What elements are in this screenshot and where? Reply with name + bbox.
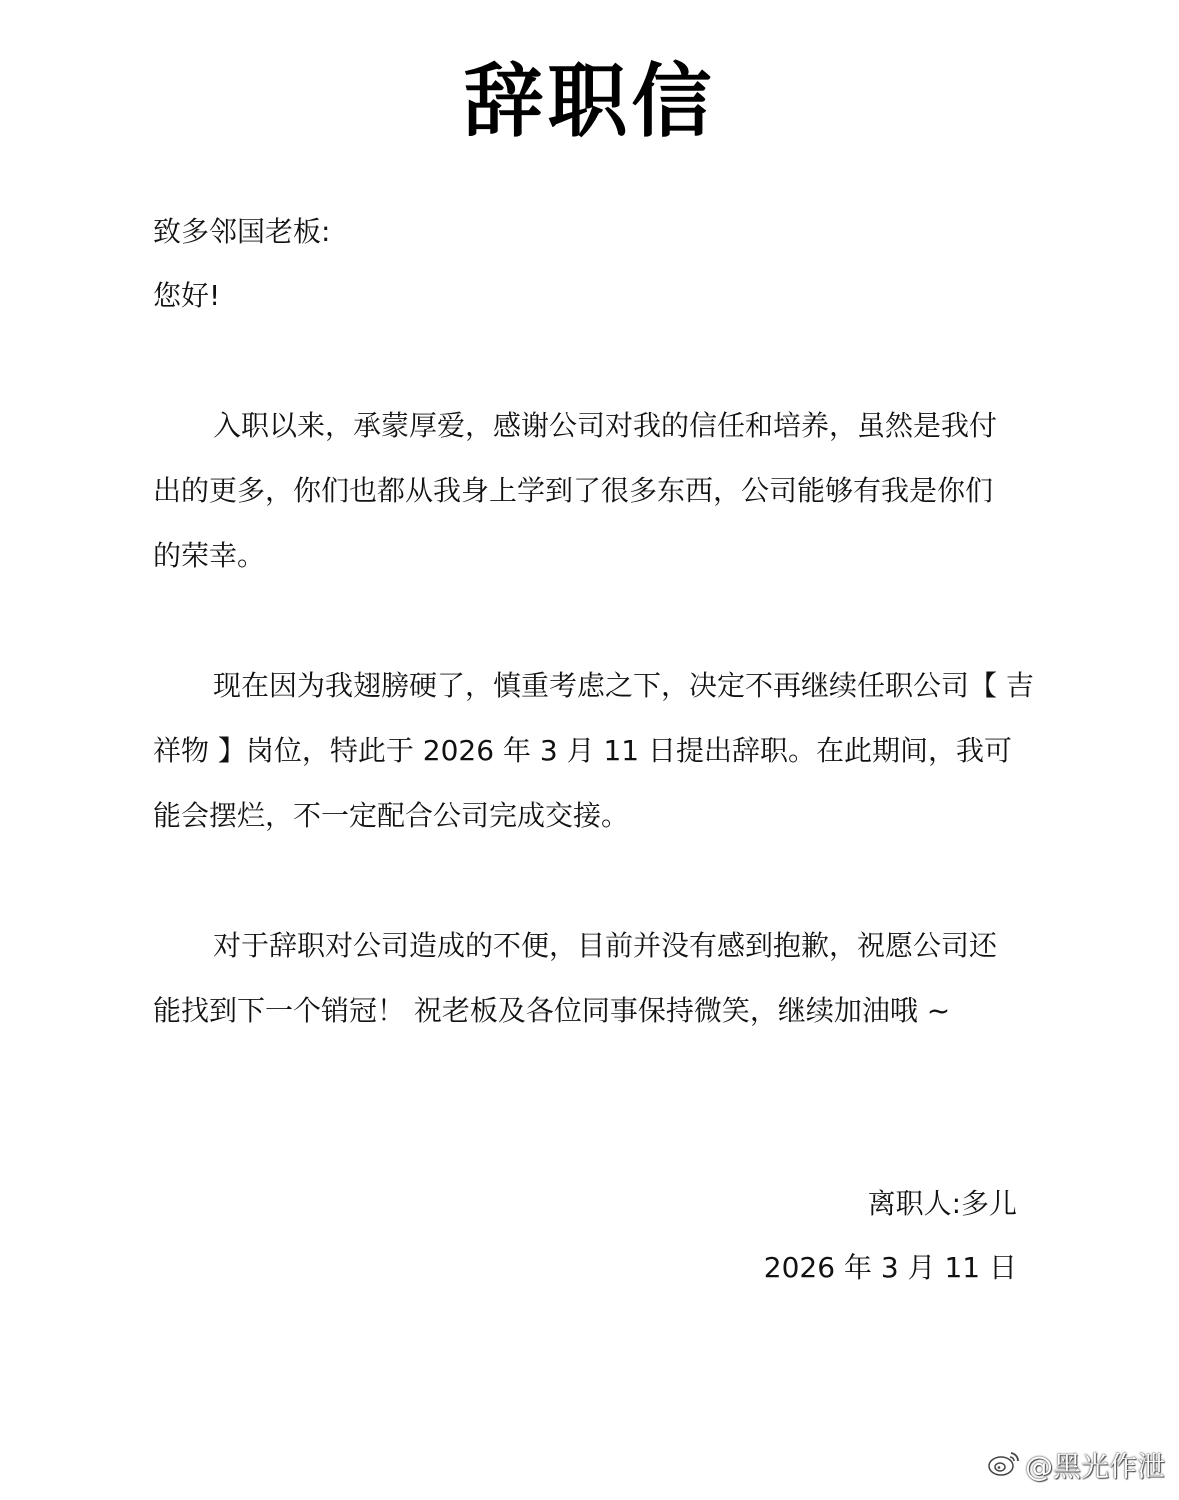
paragraph-line: 祥物 】岗位，特此于 2026 年 3 月 11 日提出辞职。在此期间，我可 <box>153 734 1013 767</box>
signature: 离职人:多儿 <box>867 1187 1017 1220</box>
weibo-icon <box>987 1448 1021 1488</box>
paragraph-line: 现在因为我翅膀硬了，慎重考虑之下，决定不再继续任职公司【 吉 <box>213 669 1034 702</box>
paragraph-line: 的荣幸。 <box>153 539 266 572</box>
paragraph-line: 出的更多，你们也都从我身上学到了很多东西，公司能够有我是你们 <box>153 474 994 507</box>
watermark-text: @黑光作泄 <box>1024 1450 1165 1483</box>
document-title: 辞职信 <box>463 55 716 148</box>
paragraph-line: 能会摆烂，不一定配合公司完成交接。 <box>153 799 630 832</box>
watermark <box>987 1447 1165 1488</box>
salutation: 致多邻国老板: <box>153 215 331 248</box>
paragraph-line: 入职以来，承蒙厚爱，感谢公司对我的信任和培养，虽然是我付 <box>213 409 998 442</box>
date: 2026 年 3 月 11 日 <box>763 1251 1017 1284</box>
paragraph-line: 对于辞职对公司造成的不便，目前并没有感到抱歉，祝愿公司还 <box>213 929 998 962</box>
greeting: 您好! <box>153 279 221 312</box>
paragraph-line: 能找到下一个销冠！ 祝老板及各位同事保持微笑，继续加油哦 ~ <box>153 994 951 1027</box>
